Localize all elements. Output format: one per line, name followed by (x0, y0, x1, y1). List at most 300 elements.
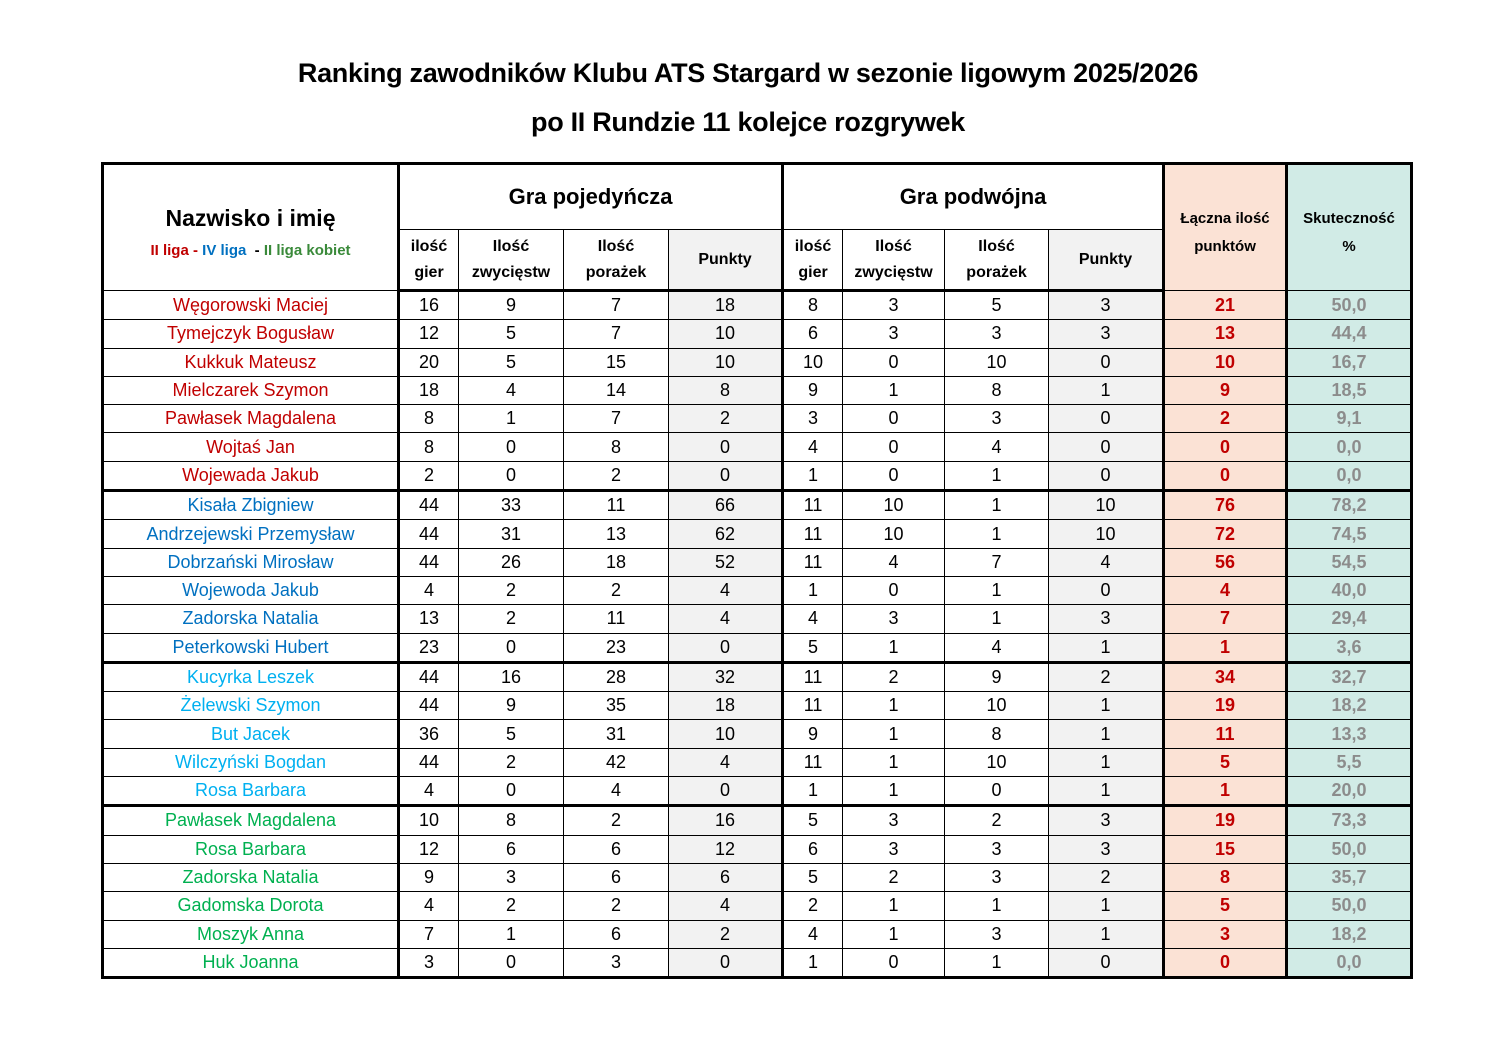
singles-losses: 8 (564, 433, 669, 461)
table-row (103, 405, 1412, 433)
table-row (103, 835, 1412, 863)
singles-losses: 6 (564, 863, 669, 891)
doubles-group-header: Gra podwójna (783, 164, 1164, 230)
singles-games: 9 (399, 863, 459, 891)
singles-games: 8 (399, 433, 459, 461)
effectiveness-percent: 35,7 (1287, 863, 1412, 891)
doubles-losses: 3 (945, 920, 1049, 948)
total-header-line1: Łączna ilość (1180, 210, 1270, 227)
doubles-games: 11 (783, 548, 843, 576)
singles-wins: 6 (459, 835, 564, 863)
doubles-losses: 8 (945, 720, 1049, 748)
doubles-losses: 3 (945, 320, 1049, 348)
doubles-losses-header: Ilość porażek (945, 230, 1049, 291)
table-row (103, 662, 1412, 691)
doubles-wins-header: Ilość zwycięstw (843, 230, 945, 291)
doubles-wins: 1 (843, 692, 945, 720)
legend-iv-liga: IV liga (202, 241, 247, 259)
singles-wins: 9 (459, 291, 564, 320)
table-row (103, 320, 1412, 348)
player-name: Kucyrka Leszek (103, 662, 399, 691)
player-name: Dobrzański Mirosław (103, 548, 399, 576)
name-column-header (103, 164, 399, 291)
doubles-games: 2 (783, 892, 843, 920)
singles-points: 12 (669, 835, 783, 863)
league-legend (104, 242, 397, 259)
singles-losses: 2 (564, 806, 669, 835)
doubles-losses: 7 (945, 548, 1049, 576)
singles-wins: 8 (459, 806, 564, 835)
singles-wins: 31 (459, 520, 564, 548)
doubles-losses: 1 (945, 491, 1049, 520)
doubles-wins: 10 (843, 491, 945, 520)
table-row (103, 576, 1412, 604)
ranking-table (101, 162, 1413, 979)
singles-points: 18 (669, 291, 783, 320)
singles-points: 6 (669, 863, 783, 891)
effectiveness-percent: 40,0 (1287, 576, 1412, 604)
total-points: 56 (1164, 548, 1287, 576)
player-name: Wojewada Jakub (103, 461, 399, 490)
doubles-wins: 0 (843, 461, 945, 490)
singles-points: 0 (669, 777, 783, 806)
doubles-points: 2 (1049, 863, 1164, 891)
effectiveness-percent: 18,2 (1287, 920, 1412, 948)
table-row (103, 605, 1412, 633)
singles-wins: 16 (459, 662, 564, 691)
singles-points: 0 (669, 633, 783, 662)
singles-losses: 18 (564, 548, 669, 576)
effectiveness-header (1287, 164, 1412, 291)
singles-games: 13 (399, 605, 459, 633)
doubles-points: 3 (1049, 320, 1164, 348)
doubles-losses: 3 (945, 835, 1049, 863)
singles-games: 44 (399, 520, 459, 548)
total-points: 11 (1164, 720, 1287, 748)
singles-wins-header: Ilość zwycięstw (459, 230, 564, 291)
singles-losses: 6 (564, 920, 669, 948)
singles-games: 12 (399, 320, 459, 348)
doubles-points: 0 (1049, 433, 1164, 461)
total-points: 1 (1164, 633, 1287, 662)
table-row (103, 777, 1412, 806)
doubles-wins: 1 (843, 892, 945, 920)
doubles-games: 5 (783, 863, 843, 891)
singles-points: 52 (669, 548, 783, 576)
effectiveness-percent: 74,5 (1287, 520, 1412, 548)
total-points-header (1164, 164, 1287, 291)
player-name: Huk Joanna (103, 948, 399, 977)
singles-losses: 11 (564, 605, 669, 633)
doubles-wins: 1 (843, 376, 945, 404)
doubles-wins: 3 (843, 605, 945, 633)
doubles-wins: 3 (843, 291, 945, 320)
doubles-points: 1 (1049, 376, 1164, 404)
doubles-points: 0 (1049, 405, 1164, 433)
doubles-wins: 1 (843, 920, 945, 948)
singles-points: 10 (669, 348, 783, 376)
doubles-points: 1 (1049, 720, 1164, 748)
table-row (103, 892, 1412, 920)
effectiveness-percent: 50,0 (1287, 291, 1412, 320)
total-points: 21 (1164, 291, 1287, 320)
singles-losses: 42 (564, 748, 669, 776)
total-points: 5 (1164, 892, 1287, 920)
doubles-losses: 1 (945, 605, 1049, 633)
singles-points-header: Punkty (669, 230, 783, 291)
doubles-wins: 3 (843, 320, 945, 348)
player-name: Wojtaś Jan (103, 433, 399, 461)
name-header-title: Nazwisko i imię (165, 204, 336, 231)
doubles-points: 0 (1049, 461, 1164, 490)
player-name: Zadorska Natalia (103, 863, 399, 891)
singles-games: 16 (399, 291, 459, 320)
doubles-games: 9 (783, 720, 843, 748)
table-row (103, 548, 1412, 576)
player-name: Rosa Barbara (103, 777, 399, 806)
doubles-losses: 9 (945, 662, 1049, 691)
legend-ii-liga: II liga (150, 241, 189, 259)
doubles-losses: 1 (945, 948, 1049, 977)
player-name: Peterkowski Hubert (103, 633, 399, 662)
doubles-games: 5 (783, 806, 843, 835)
singles-points: 16 (669, 806, 783, 835)
doubles-losses: 0 (945, 777, 1049, 806)
singles-points: 4 (669, 892, 783, 920)
player-name: Rosa Barbara (103, 835, 399, 863)
singles-points: 66 (669, 491, 783, 520)
table-row (103, 633, 1412, 662)
singles-wins: 26 (459, 548, 564, 576)
doubles-points: 1 (1049, 777, 1164, 806)
doubles-wins: 0 (843, 433, 945, 461)
doubles-games: 4 (783, 920, 843, 948)
singles-games-header: ilość gier (399, 230, 459, 291)
doubles-losses: 10 (945, 748, 1049, 776)
singles-wins: 0 (459, 461, 564, 490)
singles-wins: 5 (459, 720, 564, 748)
effectiveness-percent: 13,3 (1287, 720, 1412, 748)
player-name: Kisała Zbigniew (103, 491, 399, 520)
doubles-wins: 1 (843, 777, 945, 806)
doubles-points: 10 (1049, 520, 1164, 548)
singles-games: 23 (399, 633, 459, 662)
doubles-points: 2 (1049, 662, 1164, 691)
total-header-line2: punktów (1194, 238, 1256, 255)
player-name: Wilczyński Bogdan (103, 748, 399, 776)
effectiveness-percent: 0,0 (1287, 948, 1412, 977)
effectiveness-percent: 54,5 (1287, 548, 1412, 576)
doubles-points: 1 (1049, 920, 1164, 948)
table-row (103, 692, 1412, 720)
total-points: 13 (1164, 320, 1287, 348)
doubles-games-header: ilość gier (783, 230, 843, 291)
doubles-points: 10 (1049, 491, 1164, 520)
singles-wins: 0 (459, 433, 564, 461)
singles-points: 8 (669, 376, 783, 404)
effectiveness-percent: 18,5 (1287, 376, 1412, 404)
doubles-wins: 0 (843, 405, 945, 433)
doubles-losses: 3 (945, 405, 1049, 433)
doubles-games: 5 (783, 633, 843, 662)
total-points: 34 (1164, 662, 1287, 691)
doubles-wins: 3 (843, 806, 945, 835)
singles-games: 44 (399, 491, 459, 520)
singles-games: 44 (399, 662, 459, 691)
doubles-losses: 4 (945, 433, 1049, 461)
singles-games: 4 (399, 892, 459, 920)
singles-losses: 7 (564, 291, 669, 320)
doubles-games: 1 (783, 777, 843, 806)
total-points: 0 (1164, 948, 1287, 977)
doubles-points: 4 (1049, 548, 1164, 576)
singles-points: 4 (669, 605, 783, 633)
singles-games: 4 (399, 777, 459, 806)
doubles-losses: 8 (945, 376, 1049, 404)
singles-points: 2 (669, 405, 783, 433)
page-title: Ranking zawodników Klubu ATS Stargard w sezonie ligowym 2025/2026 (297, 58, 1199, 88)
singles-losses: 2 (564, 892, 669, 920)
doubles-wins: 0 (843, 348, 945, 376)
singles-games: 44 (399, 692, 459, 720)
total-points: 0 (1164, 433, 1287, 461)
doubles-games: 11 (783, 748, 843, 776)
player-name: Kukkuk Mateusz (103, 348, 399, 376)
singles-points: 10 (669, 320, 783, 348)
doubles-losses: 10 (945, 348, 1049, 376)
doubles-wins: 1 (843, 720, 945, 748)
doubles-wins: 4 (843, 548, 945, 576)
doubles-wins: 2 (843, 863, 945, 891)
effectiveness-percent: 3,6 (1287, 633, 1412, 662)
player-name: Mielczarek Szymon (103, 376, 399, 404)
total-points: 19 (1164, 692, 1287, 720)
player-name: Pawłasek Magdalena (103, 806, 399, 835)
singles-points: 2 (669, 920, 783, 948)
player-name: Pawłasek Magdalena (103, 405, 399, 433)
player-name: Moszyk Anna (103, 920, 399, 948)
eff-header-line1: Skuteczność (1303, 210, 1395, 227)
singles-wins: 2 (459, 605, 564, 633)
singles-losses: 7 (564, 320, 669, 348)
effectiveness-percent: 5,5 (1287, 748, 1412, 776)
doubles-games: 11 (783, 692, 843, 720)
doubles-losses: 3 (945, 863, 1049, 891)
singles-group-header: Gra pojedyńcza (399, 164, 783, 230)
table-row (103, 806, 1412, 835)
doubles-points: 0 (1049, 576, 1164, 604)
singles-points: 4 (669, 576, 783, 604)
total-points: 8 (1164, 863, 1287, 891)
doubles-games: 4 (783, 433, 843, 461)
singles-wins: 0 (459, 948, 564, 977)
table-row (103, 491, 1412, 520)
table-row (103, 348, 1412, 376)
singles-losses: 15 (564, 348, 669, 376)
singles-losses: 11 (564, 491, 669, 520)
doubles-points-header: Punkty (1049, 230, 1164, 291)
singles-games: 3 (399, 948, 459, 977)
singles-points: 10 (669, 720, 783, 748)
singles-wins: 2 (459, 892, 564, 920)
player-name: Andrzejewski Przemysław (103, 520, 399, 548)
doubles-losses: 1 (945, 576, 1049, 604)
table-row (103, 720, 1412, 748)
singles-wins: 5 (459, 320, 564, 348)
singles-losses: 6 (564, 835, 669, 863)
total-points: 9 (1164, 376, 1287, 404)
singles-points: 0 (669, 948, 783, 977)
singles-wins: 2 (459, 576, 564, 604)
total-points: 3 (1164, 920, 1287, 948)
total-points: 10 (1164, 348, 1287, 376)
table-row (103, 291, 1412, 320)
singles-games: 18 (399, 376, 459, 404)
effectiveness-percent: 18,2 (1287, 692, 1412, 720)
doubles-games: 6 (783, 835, 843, 863)
effectiveness-percent: 50,0 (1287, 892, 1412, 920)
singles-losses: 2 (564, 461, 669, 490)
doubles-games: 10 (783, 348, 843, 376)
player-name: Tymejczyk Bogusław (103, 320, 399, 348)
singles-losses: 2 (564, 576, 669, 604)
doubles-points: 3 (1049, 291, 1164, 320)
doubles-games: 6 (783, 320, 843, 348)
singles-points: 62 (669, 520, 783, 548)
table-row (103, 461, 1412, 490)
page-subtitle: po II Rundzie 11 kolejce rozgrywek (531, 107, 965, 137)
doubles-games: 1 (783, 576, 843, 604)
table-row (103, 748, 1412, 776)
singles-losses: 31 (564, 720, 669, 748)
singles-losses: 14 (564, 376, 669, 404)
eff-header-line2: % (1342, 238, 1356, 255)
doubles-wins: 1 (843, 748, 945, 776)
doubles-games: 3 (783, 405, 843, 433)
total-points: 1 (1164, 777, 1287, 806)
doubles-points: 0 (1049, 348, 1164, 376)
table-row (103, 948, 1412, 977)
doubles-wins: 10 (843, 520, 945, 548)
doubles-points: 3 (1049, 605, 1164, 633)
doubles-points: 1 (1049, 748, 1164, 776)
singles-wins: 9 (459, 692, 564, 720)
legend-sep-2: - (246, 241, 264, 259)
total-points: 72 (1164, 520, 1287, 548)
total-points: 76 (1164, 491, 1287, 520)
effectiveness-percent: 44,4 (1287, 320, 1412, 348)
legend-ii-liga-kobiet: II liga kobiet (263, 241, 351, 259)
singles-points: 18 (669, 692, 783, 720)
doubles-wins: 0 (843, 576, 945, 604)
effectiveness-percent: 32,7 (1287, 662, 1412, 691)
singles-losses: 28 (564, 662, 669, 691)
player-name: Wojewoda Jakub (103, 576, 399, 604)
singles-wins: 0 (459, 777, 564, 806)
player-name: Żelewski Szymon (103, 692, 399, 720)
singles-wins: 2 (459, 748, 564, 776)
doubles-games: 1 (783, 461, 843, 490)
table-row (103, 433, 1412, 461)
doubles-wins: 1 (843, 633, 945, 662)
singles-games: 44 (399, 548, 459, 576)
player-name: But Jacek (103, 720, 399, 748)
singles-points: 4 (669, 748, 783, 776)
doubles-games: 8 (783, 291, 843, 320)
total-points: 15 (1164, 835, 1287, 863)
total-points: 19 (1164, 806, 1287, 835)
doubles-points: 1 (1049, 892, 1164, 920)
table-row (103, 520, 1412, 548)
singles-losses: 13 (564, 520, 669, 548)
singles-games: 36 (399, 720, 459, 748)
singles-losses: 35 (564, 692, 669, 720)
doubles-losses: 1 (945, 461, 1049, 490)
effectiveness-percent: 73,3 (1287, 806, 1412, 835)
doubles-games: 11 (783, 662, 843, 691)
effectiveness-percent: 16,7 (1287, 348, 1412, 376)
singles-wins: 3 (459, 863, 564, 891)
singles-games: 12 (399, 835, 459, 863)
doubles-wins: 3 (843, 835, 945, 863)
doubles-losses: 4 (945, 633, 1049, 662)
total-points: 4 (1164, 576, 1287, 604)
doubles-points: 1 (1049, 633, 1164, 662)
effectiveness-percent: 50,0 (1287, 835, 1412, 863)
doubles-games: 4 (783, 605, 843, 633)
doubles-points: 1 (1049, 692, 1164, 720)
singles-games: 44 (399, 748, 459, 776)
doubles-losses: 1 (945, 892, 1049, 920)
effectiveness-percent: 78,2 (1287, 491, 1412, 520)
total-points: 0 (1164, 461, 1287, 490)
table-row (103, 376, 1412, 404)
doubles-losses: 2 (945, 806, 1049, 835)
player-name: Gadomska Dorota (103, 892, 399, 920)
doubles-games: 1 (783, 948, 843, 977)
table-row (103, 920, 1412, 948)
total-points: 7 (1164, 605, 1287, 633)
singles-wins: 0 (459, 633, 564, 662)
singles-wins: 4 (459, 376, 564, 404)
singles-wins: 5 (459, 348, 564, 376)
player-name: Węgorowski Maciej (103, 291, 399, 320)
effectiveness-percent: 20,0 (1287, 777, 1412, 806)
doubles-losses: 1 (945, 520, 1049, 548)
doubles-games: 9 (783, 376, 843, 404)
singles-games: 7 (399, 920, 459, 948)
singles-wins: 33 (459, 491, 564, 520)
total-points: 2 (1164, 405, 1287, 433)
singles-wins: 1 (459, 405, 564, 433)
singles-losses-header: Ilość porażek (564, 230, 669, 291)
doubles-games: 11 (783, 520, 843, 548)
effectiveness-percent: 0,0 (1287, 433, 1412, 461)
doubles-games: 11 (783, 491, 843, 520)
doubles-wins: 2 (843, 662, 945, 691)
singles-games: 2 (399, 461, 459, 490)
effectiveness-percent: 29,4 (1287, 605, 1412, 633)
doubles-points: 3 (1049, 835, 1164, 863)
effectiveness-percent: 0,0 (1287, 461, 1412, 490)
singles-losses: 3 (564, 948, 669, 977)
doubles-points: 3 (1049, 806, 1164, 835)
total-points: 5 (1164, 748, 1287, 776)
singles-points: 0 (669, 461, 783, 490)
doubles-losses: 5 (945, 291, 1049, 320)
singles-losses: 7 (564, 405, 669, 433)
table-row (103, 863, 1412, 891)
